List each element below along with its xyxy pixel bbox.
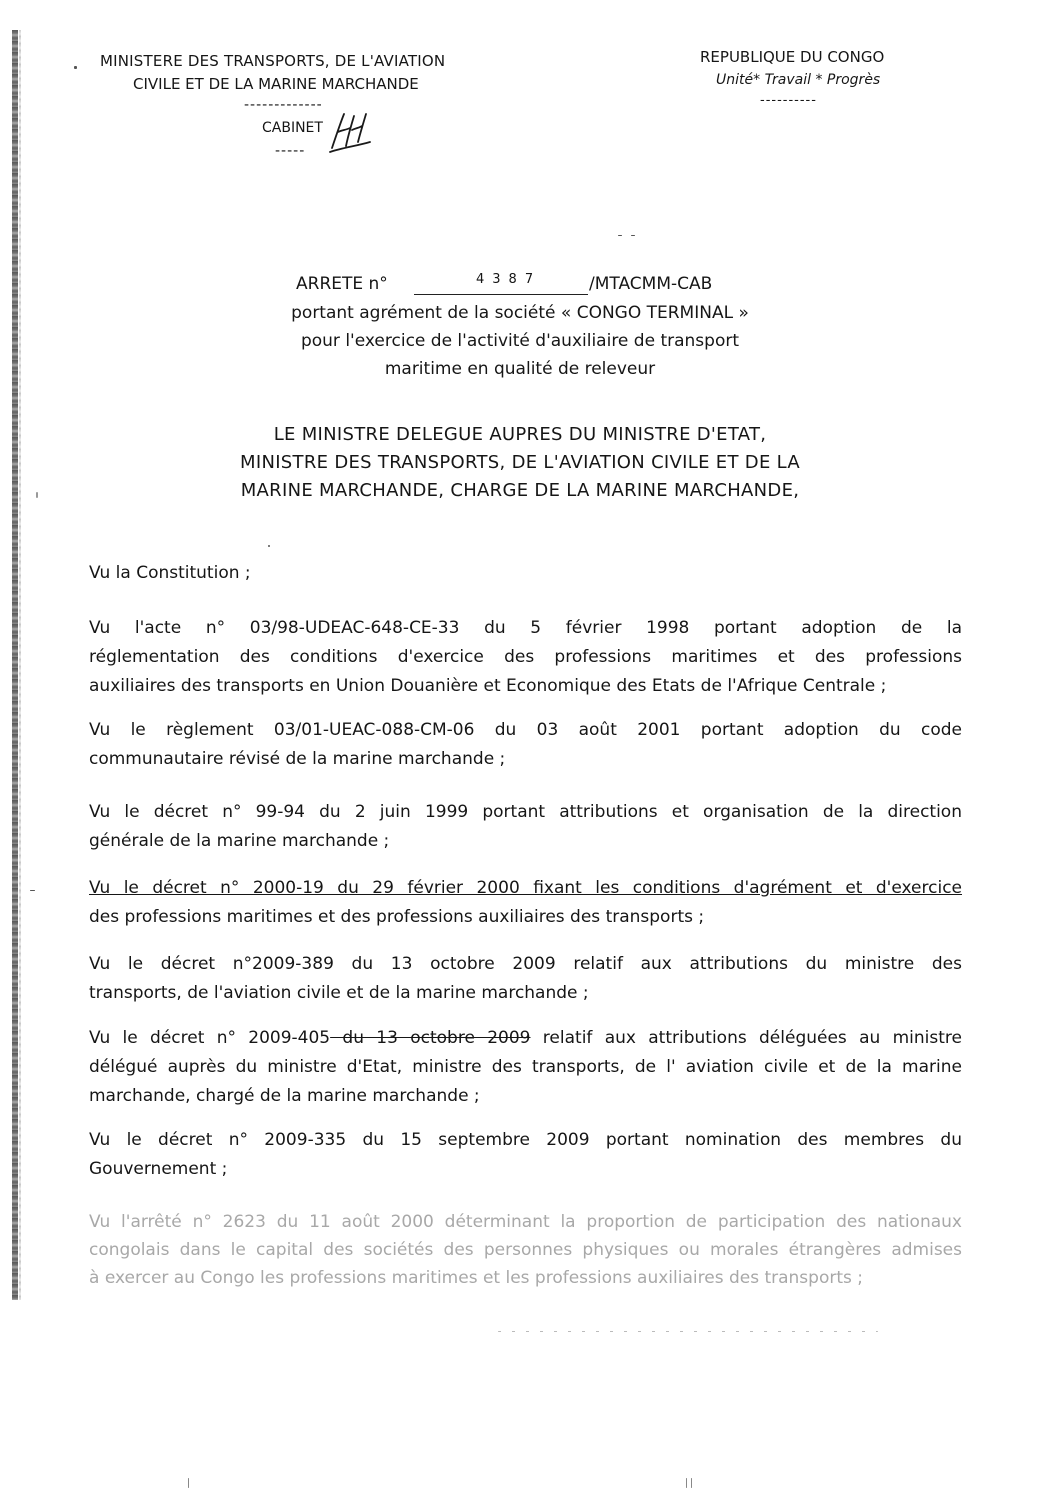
arrete-number: 4387 <box>476 272 542 287</box>
visa-line: délégué auprès du ministre d'Etat, ministre des transports, de l' aviation civile et de la marine <box>89 1057 962 1077</box>
scan-speck <box>691 1478 692 1488</box>
scan-speck <box>631 235 635 236</box>
arrete-prefix: ARRETE n° <box>296 274 388 294</box>
visa-line: Vu le décret n° 2009-335 du 15 septembre 2009 portant nomination des membres du <box>89 1130 962 1150</box>
visa-line: Vu le décret n° 2000-19 du 29 février 2000 fixant les conditions d'agrément et d'exercice <box>89 878 962 898</box>
visa-line: des professions maritimes et des professions auxiliaires des transports ; <box>89 907 705 927</box>
national-motto: Unité* Travail * Progrès <box>716 72 881 88</box>
arrete-number-underline <box>414 294 588 295</box>
visa-line: réglementation des conditions d'exercice des professions maritimes et des professions <box>89 647 962 667</box>
visa-reglement-cemac <box>89 716 962 774</box>
scan-speck <box>74 66 77 69</box>
handwritten-initials <box>328 108 372 154</box>
visa-decret-2009-335 <box>89 1126 962 1184</box>
visa-part: Vu le décret n° 2009-405 <box>89 1028 331 1048</box>
visa-line: Vu l'acte n° 03/98-UDEAC-648-CE-33 du 5 février 1998 portant adoption de la <box>89 618 962 638</box>
visa-line: Vu le règlement 03/01-UEAC-088-CM-06 du 03 août 2001 portant adoption du code <box>89 720 962 740</box>
visa-line: marchande, chargé de la marine marchande ; <box>89 1086 480 1106</box>
scan-edge-texture <box>19 30 21 1300</box>
scan-speck <box>188 1478 189 1488</box>
header-separator-left: ------------- <box>244 97 323 113</box>
visa-line <box>89 1024 962 1053</box>
visa-line: Vu le décret n°2009-389 du 13 octobre 2009 relatif aux attributions du ministre des <box>89 954 962 974</box>
visa-line: Vu le décret n° 99-94 du 2 juin 1999 portant attributions et organisation de la direction <box>89 802 962 822</box>
visa-line: congolais dans le capital des sociétés des personnes physiques ou morales étrangères admises <box>89 1240 962 1260</box>
visa-arrete-2623-faded <box>89 1208 962 1292</box>
header-separator-right: ---------- <box>760 93 817 108</box>
arrete-suffix: /MTACMM-CAB <box>589 274 713 294</box>
visa-decret-2000-19 <box>89 874 962 932</box>
visa-constitution: Vu la Constitution ; <box>89 563 251 583</box>
visa-line: Gouvernement ; <box>89 1159 228 1179</box>
object-line-2: pour l'exercice de l'activité d'auxiliaire de transport <box>300 331 740 351</box>
visa-decret-2009-389 <box>89 950 962 1008</box>
visa-line: générale de la marine marchande ; <box>89 831 390 851</box>
visa-decret-99-94 <box>89 798 962 856</box>
visa-part-struck: du 13 octobre 2009 <box>330 1028 531 1048</box>
cabinet-separator: ----- <box>275 143 306 159</box>
scan-speck <box>686 1478 687 1488</box>
visa-line: auxiliaires des transports en Union Douanière et Economique des Etats de l'Afrique Centrale ; <box>89 676 887 696</box>
object-line-1: portant agrément de la société « CONGO TERMINAL » <box>291 303 749 323</box>
visa-line: Vu l'arrêté n° 2623 du 11 août 2000 déterminant la proportion de participation des nationaux <box>89 1212 962 1232</box>
scan-speck <box>36 492 38 498</box>
ministry-line-2: CIVILE ET DE LA MARINE MARCHANDE <box>133 75 419 93</box>
visa-line: communautaire révisé de la marine marchande ; <box>89 749 506 769</box>
cabinet-label: CABINET <box>262 120 323 136</box>
visa-line: à exercer au Congo les professions maritimes et les professions auxiliaires des transports ; <box>89 1268 863 1288</box>
minister-heading-2: MINISTRE DES TRANSPORTS, DE L'AVIATION CIVILE ET DE LA <box>240 452 800 473</box>
scan-speck <box>30 890 35 891</box>
visa-line: transports, de l'aviation civile et de la marine marchande ; <box>89 983 589 1003</box>
visa-decret-2009-405 <box>89 1024 962 1111</box>
visa-acte-udeac <box>89 614 962 701</box>
scan-speck <box>268 545 270 547</box>
scan-speck-row <box>498 1331 878 1332</box>
ministry-line-1: MINISTERE DES TRANSPORTS, DE L'AVIATION <box>100 52 446 70</box>
object-line-3: maritime en qualité de releveur <box>384 359 656 379</box>
republic-name: REPUBLIQUE DU CONGO <box>700 48 885 66</box>
scan-edge-shadow <box>12 30 18 1300</box>
scan-speck <box>618 235 622 236</box>
minister-heading-3: MARINE MARCHANDE, CHARGE DE LA MARINE MARCHANDE, <box>240 480 800 501</box>
visa-part: relatif aux attributions déléguées au ministre <box>530 1028 962 1048</box>
minister-heading-1: LE MINISTRE DELEGUE AUPRES DU MINISTRE D'ETAT, <box>273 424 767 445</box>
